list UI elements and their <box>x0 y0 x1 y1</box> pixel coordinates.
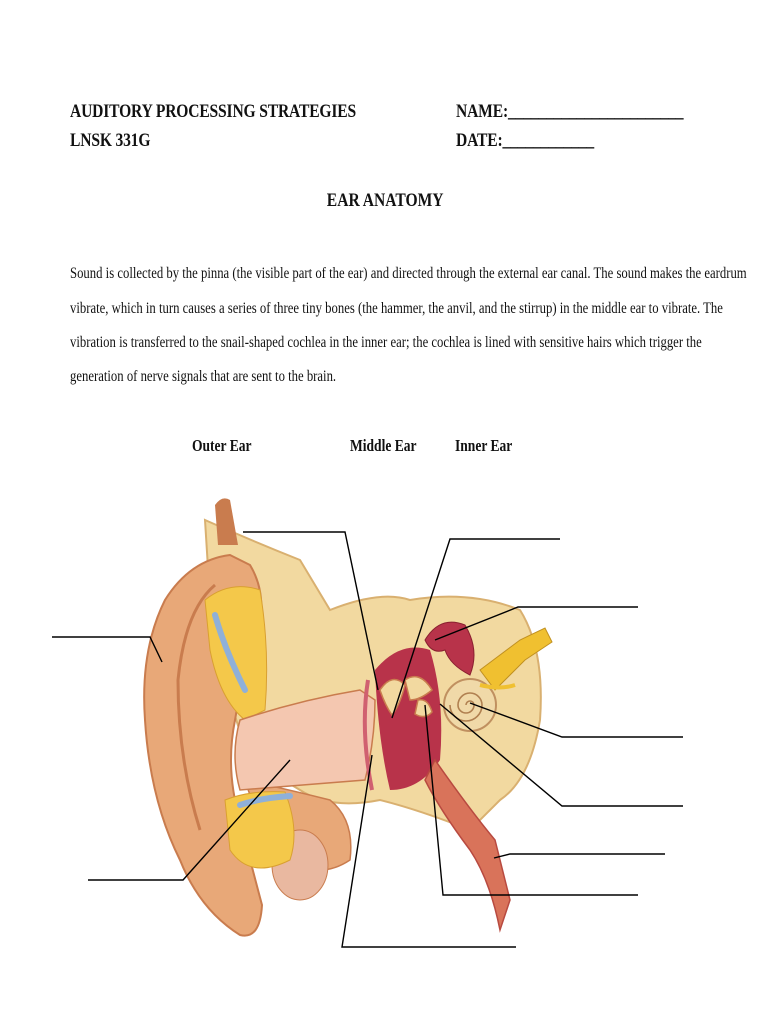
course-code: LNSK 331G <box>70 130 151 151</box>
date-field: DATE:____________ <box>456 130 595 151</box>
hair-tuft <box>215 498 238 545</box>
section-middle-ear: Middle Ear <box>350 436 417 455</box>
lower-fat <box>225 792 294 868</box>
paragraph-line: vibrate, which in turn causes a series of three tiny bones (the hammer, the anvil, and the stirrup) in the middle ear to vibrate. The <box>70 300 723 317</box>
label-line-eustachian-tube <box>494 854 665 858</box>
ear-anatomy-diagram <box>0 480 770 1024</box>
label-line-pinna <box>52 637 162 662</box>
section-inner-ear: Inner Ear <box>455 436 513 455</box>
course-title: AUDITORY PROCESSING STRATEGIES <box>70 101 357 122</box>
page-title: EAR ANATOMY <box>326 190 444 211</box>
paragraph-line: vibration is transferred to the snail-shaped cochlea in the inner ear; the cochlea is lined with sensitive hairs which trigger the <box>70 334 702 351</box>
paragraph-line: Sound is collected by the pinna (the visible part of the ear) and directed through the external ear canal. The sound makes the eardrum <box>70 265 747 282</box>
paragraph-line: generation of nerve signals that are sent to the brain. <box>70 368 337 385</box>
section-outer-ear: Outer Ear <box>192 436 252 455</box>
name-field: NAME:_______________________ <box>456 101 684 122</box>
